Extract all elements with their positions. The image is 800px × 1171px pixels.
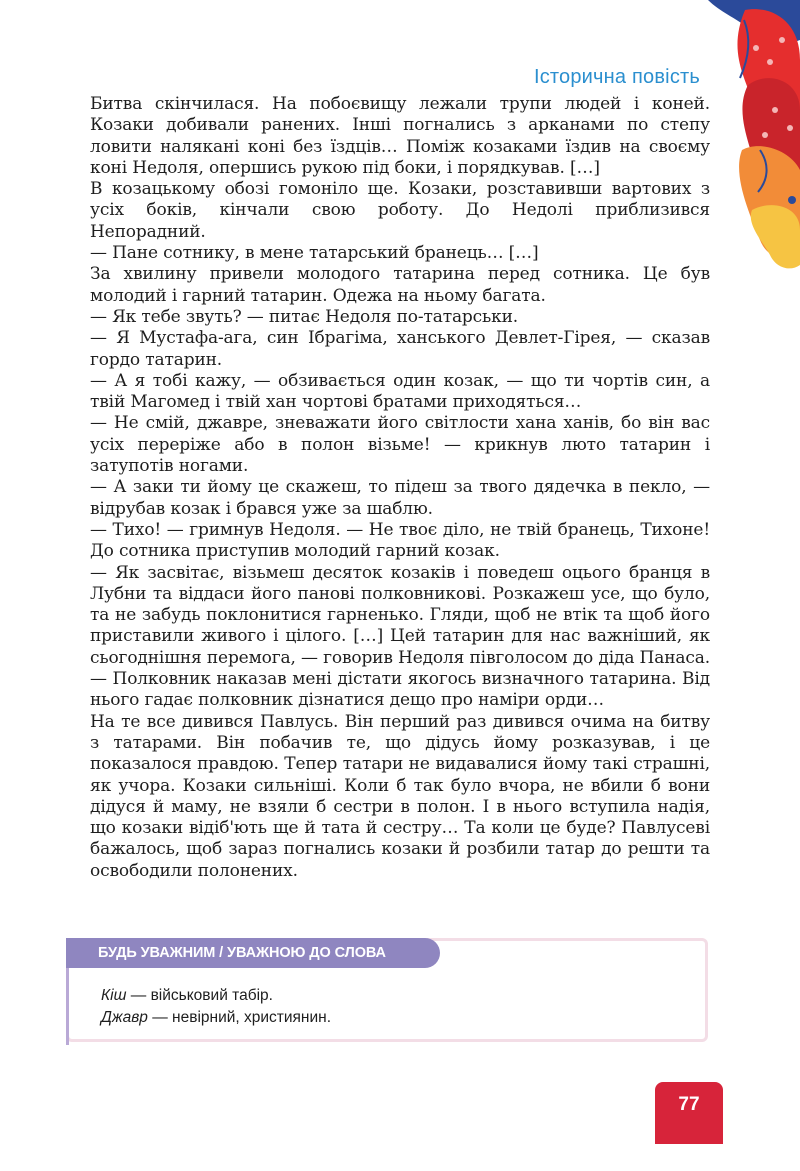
paragraph: — Тихо! — гримнув Недоля. — Не твоє діло, не твій бранець, Тихоне! До сотника приступив молодий гарний козак.: [90, 519, 710, 562]
paragraph: Битва скінчилася. На побоєвищу лежали трупи людей і коней. Козаки добивали ранених. Інші погнались з арканами по степу ловити налякані коні без їздців… Поміж козаками їздив на своєму коні Недоля, опершись рукою під боки, і порядкував. […]: [90, 94, 710, 178]
page-number-badge: 77: [655, 1082, 723, 1144]
paragraph: — Як тебе звуть? — питає Недоля по-татарськи.: [90, 306, 519, 327]
vocabulary-entry: [101, 1007, 331, 1029]
vocabulary-definition: — військовий табір.: [126, 987, 273, 1004]
story-text: [90, 94, 710, 882]
paragraph: — А заки ти йому це скажеш, то підеш за твого дядечка в пекло, — відрубав козак і брався уже за шаблю.: [90, 477, 710, 519]
paragraph: — Не смій, джавре, зневажати його світлости хана ханів, бо він вас усіх переріже або в полон візьме! — крикнув люто татарин і затупотів ногами.: [90, 413, 710, 477]
paragraph: За хвилину привели молодого татарина перед сотника. Це був молодий і гарний татарин. Одежа на ньому багата.: [90, 264, 710, 306]
vocabulary-definition: — невірний, християнин.: [147, 1009, 332, 1026]
paragraph: — Як засвітає, візьмеш десяток козаків і поведеш оцього бранця в Лубни та віддаси його панові полковникові. Розкажеш усе, що було, та не забудь поклонитися гарненько. Гляди, щоб не втік та щоб його приставили живого і цілого. […] Цей татарин для нас важніший, як сьогоднішня перемога, — говорив Недоля півголосом до діда Панаса. — Полковник наказав мені дістати якогось визначного татарина. Від нього гадає полковник дізнатися дещо про наміри орди…: [90, 562, 710, 711]
vocabulary-list: [101, 985, 331, 1029]
paragraph: В козацькому обозі гомоніло ще. Козаки, розставивши вартових з усіх боків, кінчали свою роботу. До Недолі приблизився Непорадний.: [90, 179, 710, 242]
paragraph: — А я тобі кажу, — обзивається один козак, — що ти чортів син, а твій Магомед і твій хан чортові братами приходяться…: [90, 370, 710, 413]
section-title: Історична повість: [533, 66, 700, 88]
vocabulary-entry: [101, 985, 331, 1007]
paragraph: На те все дивився Павлусь. Він перший раз дивився очима на битву з татарами. Він побачив те, що дідусь йому розказував, і це показалося правдою. Тепер татари не видавалися йому такі страшні, як учора. Козаки сильніші. Коли б так було вчора, не вбили б вони дідуся й маму, не взяли б сестри в полон. І в нього вступила надія, що козаки відіб'ють ще й тата й сестру… Та коли це буде? Павлусеві бажалось, щоб зараз погнались козаки й розбили татар до решти та освободили полонених.: [90, 711, 710, 881]
paragraph: — Я Мустафа-ага, син Ібрагіма, ханського Девлет-Гірея, — сказав гордо татарин.: [90, 328, 710, 370]
paragraph: — Пане сотнику, в мене татарський бранець… […]: [90, 243, 539, 264]
vocabulary-term: Кіш: [101, 987, 127, 1004]
vocabulary-header: БУДЬ УВАЖНИМ / УВАЖНОЮ ДО СЛОВА: [66, 938, 440, 968]
vocabulary-term: Джавр: [101, 1009, 148, 1026]
vocabulary-box: [66, 938, 708, 1042]
